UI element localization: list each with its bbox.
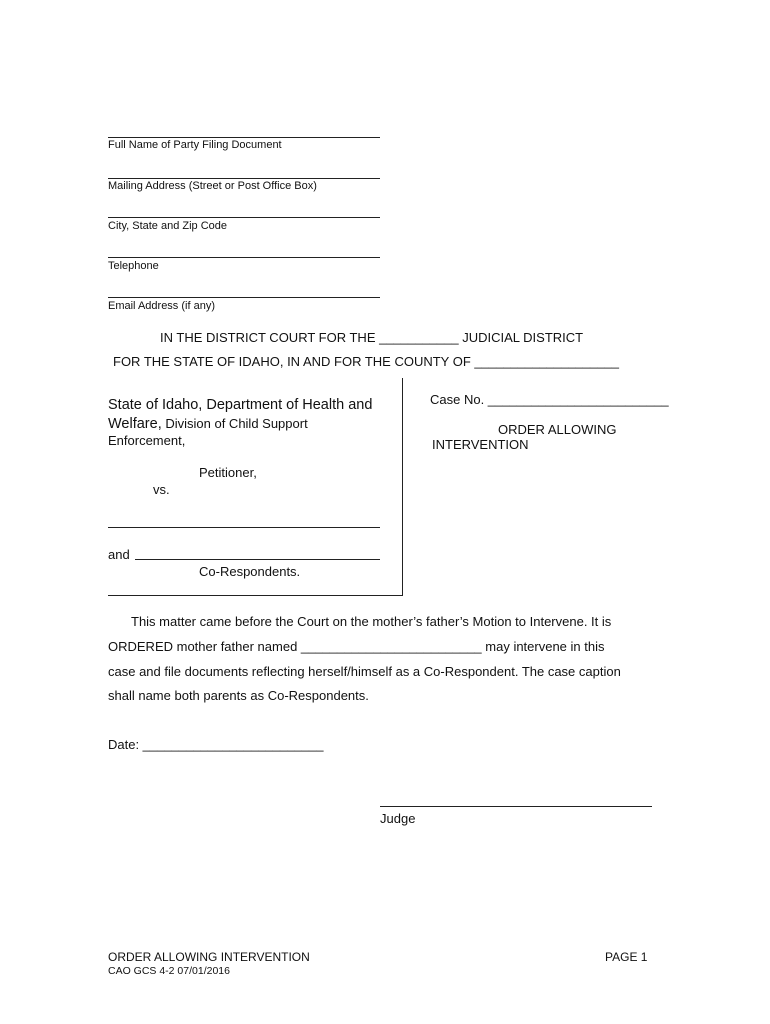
judge-label: Judge <box>380 811 416 826</box>
body-line4: shall name both parents as Co-Respondents. <box>108 688 369 703</box>
judge-signature-line[interactable] <box>380 806 652 807</box>
email-line[interactable] <box>108 297 380 298</box>
petitioner-label: Petitioner, <box>199 465 257 480</box>
footer-title: ORDER ALLOWING INTERVENTION <box>108 950 310 964</box>
petitioner-main: State of Idaho, Department of Health and <box>108 397 373 413</box>
date-field[interactable]: Date: _________________________ <box>108 737 324 752</box>
petitioner-enforcement: Enforcement, <box>108 433 186 448</box>
case-number[interactable]: Case No. _________________________ <box>430 392 669 407</box>
court-header-line2: FOR THE STATE OF IDAHO, IN AND FOR THE COUNTY OF ____________________ <box>113 354 619 369</box>
city-state-zip-label: City, State and Zip Code <box>108 220 228 232</box>
city-state-zip-line[interactable] <box>108 217 380 218</box>
order-title-line2: INTERVENTION <box>432 437 529 452</box>
full-name-label: Full Name of Party Filing Document <box>108 139 282 151</box>
petitioner-name-line2 <box>108 415 308 433</box>
footer-page: PAGE 1 <box>605 950 648 964</box>
caption-bottom-line <box>108 595 403 596</box>
footer-form-id: CAO GCS 4-2 07/01/2016 <box>108 965 230 977</box>
body-line2: ORDERED mother father named _________________________ may intervene in this <box>108 639 605 654</box>
corespondents-label: Co-Respondents. <box>199 564 301 579</box>
respondent-line[interactable] <box>108 527 380 528</box>
and-label: and <box>108 547 130 562</box>
mailing-address-line[interactable] <box>108 178 380 179</box>
order-title-line1: ORDER ALLOWING <box>498 422 617 437</box>
body-line3: case and file documents reflecting herself/himself as a Co-Respondent. The case caption <box>108 664 621 679</box>
mailing-address-label: Mailing Address (Street or Post Office Box) <box>108 180 317 192</box>
co-respondent-line[interactable] <box>135 559 380 560</box>
telephone-label: Telephone <box>108 260 159 272</box>
petitioner-name <box>108 397 372 413</box>
petitioner-welfare: Welfare, <box>108 416 162 432</box>
vs-label: vs. <box>153 482 170 497</box>
petitioner-division: Division of Child Support <box>161 416 308 431</box>
caption-divider <box>402 378 403 595</box>
court-header-line1: IN THE DISTRICT COURT FOR THE ___________ JUDICIAL DISTRICT <box>160 330 584 345</box>
full-name-line[interactable] <box>108 137 380 138</box>
telephone-line[interactable] <box>108 257 380 258</box>
email-label: Email Address (if any) <box>108 300 215 312</box>
body-line1: This matter came before the Court on the mother’s father’s Motion to Intervene. It is <box>131 614 612 629</box>
